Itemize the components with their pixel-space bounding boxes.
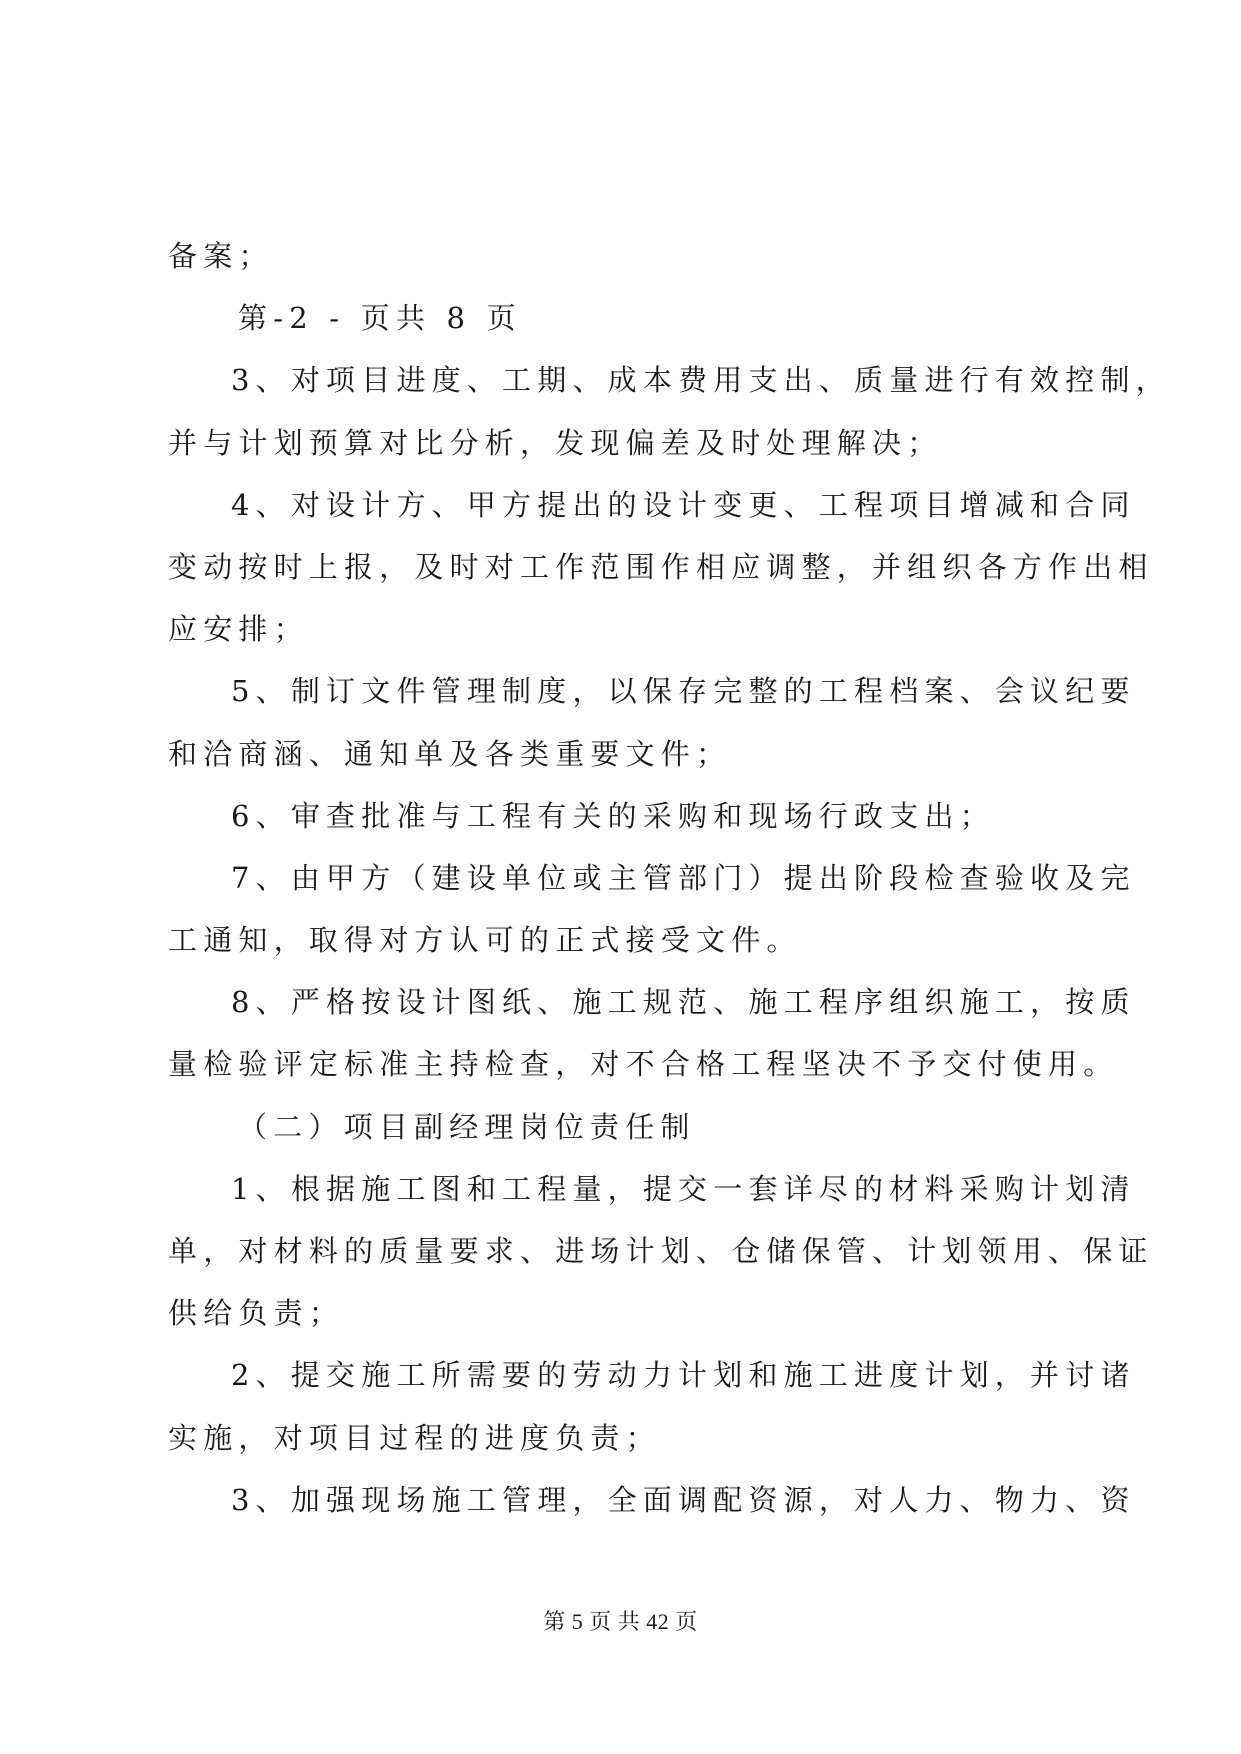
text-line: 供给负责；: [168, 1296, 345, 1331]
text-line: 并与计划预算对比分析，发现偏差及时处理解决；: [168, 425, 943, 460]
text-line: 3、对项目进度、工期、成本费用支出、质量进行有效控制，: [231, 363, 1171, 398]
text-line: 和洽商涵、通知单及各类重要文件；: [168, 736, 732, 771]
text-line: 应安排；: [168, 612, 309, 647]
text-line: 变动按时上报，及时对工作范围作相应调整，并组织各方作出相: [168, 549, 1154, 584]
text-line: 1、根据施工图和工程量，提交一套详尽的材料采购计划清: [231, 1171, 1136, 1206]
text-line: 实施，对项目过程的进度负责；: [168, 1420, 661, 1455]
text-line: 5、制订文件管理制度，以保存完整的工程档案、会议纪要: [231, 674, 1136, 709]
text-line: 8、严格按设计图纸、施工规范、施工程序组织施工，按质: [231, 985, 1136, 1020]
page-footer: 第 5 页 共 42 页: [543, 1609, 698, 1634]
text-line: 7、由甲方（建设单位或主管部门）提出阶段检查验收及完: [231, 860, 1136, 895]
text-line: 6、审查批准与工程有关的采购和现场行政支出；: [231, 798, 995, 833]
text-line: 2、提交施工所需要的劳动力计划和施工进度计划，并讨诸: [231, 1358, 1136, 1393]
text-line: 4、对设计方、甲方提出的设计变更、工程项目增减和合同: [231, 487, 1136, 522]
section-heading: （二）项目副经理岗位责任制: [238, 1109, 696, 1144]
text-line: 单，对材料的质量要求、进场计划、仓储保管、计划领用、保证: [168, 1234, 1154, 1268]
text-line: 工通知，取得对方认可的正式接受文件。: [168, 923, 802, 958]
document-body: [168, 233, 1171, 1539]
text-line: 量检验评定标准主持检查，对不合格工程坚决不予交付使用。: [168, 1047, 1119, 1082]
inline-page-marker: 第-2 - 页共 8 页: [238, 301, 522, 336]
text-line: 3、加强现场施工管理，全面调配资源，对人力、物力、资: [231, 1482, 1136, 1517]
text-line: 备案；: [168, 239, 274, 273]
